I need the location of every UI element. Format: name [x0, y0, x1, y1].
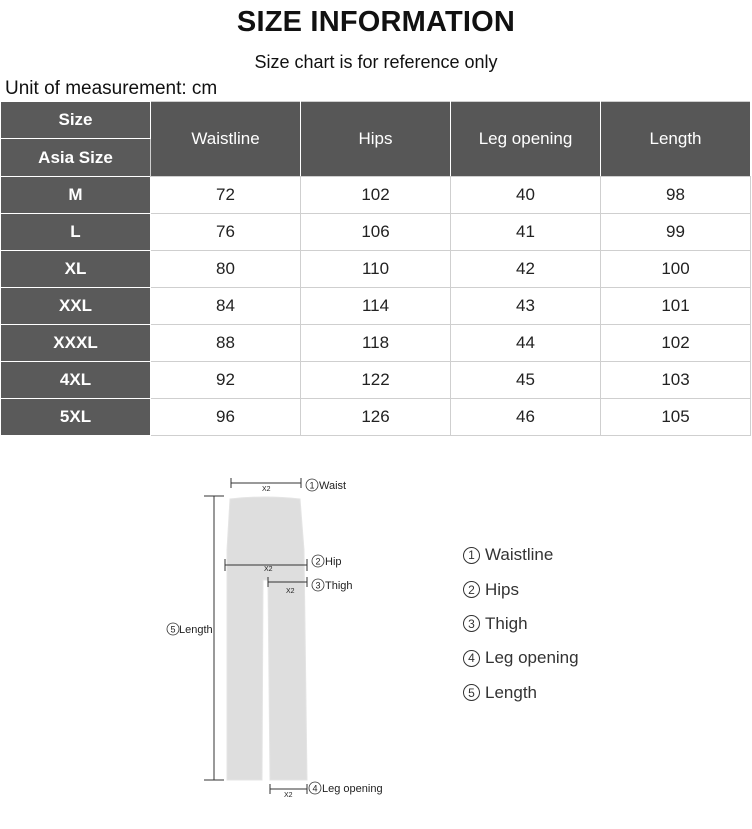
waist-label: Waist [319, 480, 347, 492]
column-header-length: Length [601, 102, 751, 177]
hip-x2-label: X2 [264, 566, 273, 573]
value-cell: 84 [151, 288, 301, 325]
value-cell: 110 [301, 251, 451, 288]
table-row [1, 325, 751, 362]
value-cell: 88 [151, 325, 301, 362]
waist-num: 1 [309, 480, 315, 491]
value-cell: 102 [601, 325, 751, 362]
page-title: SIZE INFORMATION [236, 6, 516, 38]
legend-num: 1 [463, 547, 480, 564]
length-num: 5 [170, 624, 176, 635]
table-row [1, 362, 751, 399]
value-cell: 40 [451, 177, 601, 214]
legend-label: Hips [485, 579, 520, 599]
value-cell: 96 [151, 399, 301, 436]
value-cell: 118 [301, 325, 451, 362]
value-cell: 99 [601, 214, 751, 251]
legend-item-thigh [463, 607, 579, 641]
legend-label: Leg opening [485, 648, 579, 668]
hip-num: 2 [315, 556, 321, 567]
legend-item-leg-opening [463, 641, 579, 675]
size-cell: M [1, 177, 151, 214]
value-cell: 122 [301, 362, 451, 399]
size-cell: XXXL [1, 325, 151, 362]
thigh-label: Thigh [325, 580, 353, 592]
size-cell: XXL [1, 288, 151, 325]
unit-label: Unit of measurement: cm [5, 78, 218, 99]
value-cell: 101 [601, 288, 751, 325]
pants-shape [227, 497, 307, 780]
value-cell: 76 [151, 214, 301, 251]
table-row [1, 177, 751, 214]
asia-size-header: Asia Size [1, 139, 151, 177]
value-cell: 105 [601, 399, 751, 436]
leg-x2-label: X2 [284, 792, 293, 799]
measurement-legend [463, 538, 579, 710]
size-cell: XL [1, 251, 151, 288]
legend-item-hips [463, 572, 579, 606]
table-row [1, 288, 751, 325]
table-row [1, 251, 751, 288]
legend-num: 5 [463, 684, 480, 701]
value-cell: 103 [601, 362, 751, 399]
thigh-x2-label: X2 [286, 588, 295, 595]
size-header: Size [1, 102, 151, 139]
value-cell: 100 [601, 251, 751, 288]
value-cell: 45 [451, 362, 601, 399]
legend-label: Length [485, 682, 537, 702]
size-cell: L [1, 214, 151, 251]
waist-x2-label: X2 [262, 486, 271, 493]
value-cell: 80 [151, 251, 301, 288]
leg-num: 4 [312, 783, 318, 794]
size-cell: 4XL [1, 362, 151, 399]
value-cell: 102 [301, 177, 451, 214]
value-cell: 106 [301, 214, 451, 251]
length-label: Length [179, 624, 213, 636]
value-cell: 98 [601, 177, 751, 214]
legend-label: Thigh [485, 613, 528, 633]
hip-label: Hip [325, 556, 342, 568]
legend-item-length [463, 676, 579, 710]
value-cell: 92 [151, 362, 301, 399]
value-cell: 46 [451, 399, 601, 436]
value-cell: 126 [301, 399, 451, 436]
value-cell: 114 [301, 288, 451, 325]
leg-opening-label: Leg opening [322, 783, 383, 795]
legend-label: Waistline [485, 545, 554, 565]
value-cell: 44 [451, 325, 601, 362]
table-row [1, 399, 751, 436]
pants-diagram [150, 470, 410, 810]
thigh-num: 3 [315, 580, 321, 591]
column-header-leg-opening: Leg opening [451, 102, 601, 177]
table-row [1, 214, 751, 251]
value-cell: 72 [151, 177, 301, 214]
size-table [0, 101, 751, 436]
column-header-waistline: Waistline [151, 102, 301, 177]
value-cell: 42 [451, 251, 601, 288]
legend-item-waistline [463, 538, 579, 572]
legend-num: 3 [463, 615, 480, 632]
legend-num: 2 [463, 581, 480, 598]
legend-num: 4 [463, 650, 480, 667]
page-subtitle: Size chart is for reference only [254, 52, 498, 72]
column-header-hips: Hips [301, 102, 451, 177]
value-cell: 43 [451, 288, 601, 325]
size-cell: 5XL [1, 399, 151, 436]
value-cell: 41 [451, 214, 601, 251]
